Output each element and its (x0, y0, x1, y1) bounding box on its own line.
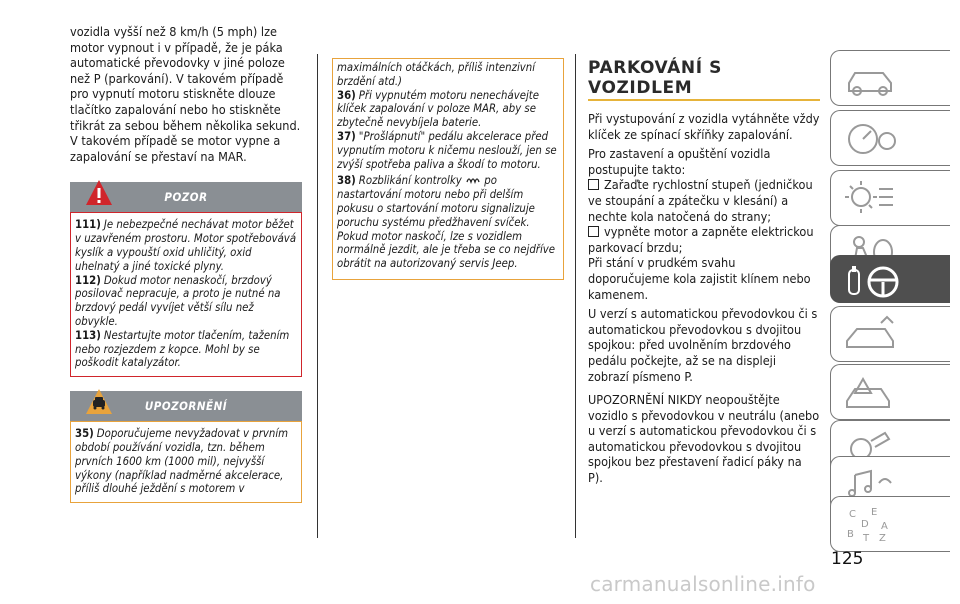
tab-lights[interactable] (830, 170, 950, 226)
body-paragraph: Pro zastavení a opuštění vozidla postupujte takto: (588, 146, 771, 177)
warning-box (70, 212, 302, 377)
tab-index[interactable] (830, 496, 950, 552)
body-paragraph: UPOZORNĚNÍ NIKDY neopouštějte vozidlo s převodovkou v neutrálu (anebo u verzí s automatickou převodovkou či s automatickou převodovkou s dvojitou spojkou bez přestavení řadicí páky na P). (588, 392, 820, 486)
notice-continuation: maximálních otáčkách, příliš intenzivní brzdění atd.) (337, 61, 536, 88)
bullet-item: vypněte motor a zapněte elektrickou parkovací brzdu; (588, 224, 814, 255)
notice-box (70, 421, 302, 503)
svg-text:C: C (849, 509, 856, 520)
bullet-icon (588, 179, 599, 190)
tab-warning-lights[interactable] (830, 306, 950, 362)
emergency-icon (841, 371, 901, 413)
column-left (70, 24, 302, 503)
column-divider (317, 54, 318, 538)
notice-title: UPOZORNĚNÍ (144, 399, 228, 414)
bullet-item: Zařaďte rychlostní stupeň (jedničkou ve stoupání a zpátečku v klesání) a nechte kola natočená do strany; (588, 177, 813, 224)
watermark: carmanualsonline.info (590, 572, 816, 596)
svg-text:B: B (847, 529, 854, 540)
notice-box-continued (332, 58, 564, 280)
lights-icon (841, 177, 901, 219)
svg-text:E: E (871, 507, 878, 518)
bullet-icon (588, 226, 599, 237)
warning-item: 111) Je nebezpečné nechávat motor běžet v uzavřeném prostoru. Motor spotřebovává kyslík a vypouští oxid uhličitý, oxid uhelnatý a jiné toxické plyny. (75, 218, 297, 273)
svg-text:T: T (863, 533, 870, 544)
section-title: PARKOVÁNÍ S VOZIDLEM (588, 58, 723, 98)
warning-header (70, 182, 302, 212)
notice-item: 36) Při vypnutém motoru nenechávejte klíček zapalování v poloze MAR, aby se zbytečně nevybíjela baterie. (337, 88, 540, 130)
driving-steering-icon (841, 262, 911, 302)
body-paragraph: Při stání v prudkém svahu doporučujeme kola zajistit klínem nebo kamenem. (588, 255, 811, 302)
car-overview-icon (841, 57, 901, 99)
tab-emergency[interactable] (830, 364, 950, 420)
page-number: 125 (831, 549, 864, 569)
notice-header (70, 391, 302, 421)
svg-text:D: D (861, 519, 869, 530)
body-paragraph: U verzí s automatickou převodovkou či s automatickou převodovkou s dvojitou spojkou: před uvolněním brzdového pedálu počkejte, až se na displeji zobrazí písmeno P. (588, 306, 818, 384)
svg-text:A: A (881, 521, 888, 532)
column-middle (332, 58, 564, 280)
notice-item: 37) "Prošlápnutí" pedálu akcelerace před vypnutím motoru k ničemu neslouží, jen se zvýší spotřeba paliva a škodí to motoru. (337, 129, 557, 171)
body-paragraph: Při vystupování z vozidla vytáhněte vždy klíček ze spínací skříňky zapalování. (588, 111, 820, 142)
svg-text:Z: Z (879, 533, 886, 544)
body-paragraph: vozidla vyšší než 8 km/h (5 mph) lze motor vypnout i v případě, že je páka automatické převodovky v jiné poloze než P (parkování). V takovém případě pro vypnutí motoru stiskněte dlouze tlačítko zapalování nebo ho stiskněte třikrát za sebou během několika sekund. V takovém případě se motor vypne a zapalování se přestaví na MAR. (70, 24, 301, 164)
warning-item: 113) Nestartujte motor tlačením, tažením nebo rozjezdem z kopce. Mohl by se poškodit katalyzátor. (75, 328, 290, 370)
index-icon (841, 503, 901, 545)
tab-car-overview[interactable] (830, 50, 950, 106)
dashboard-icon (841, 117, 901, 159)
glow-plug-icon (465, 175, 481, 184)
notice-item: 38) Rozblikání kontrolky po nastartování motoru nebo při delším pokusu o startování motoru signalizuje poruchu systému předžhavení svíček. Pokud motor naskočí, lze s vozidlem normálně jezdit, ale je třeba se co nejdříve obrátit na autorizovaný servis Jeep. (337, 174, 556, 271)
tab-dashboard[interactable] (830, 110, 950, 166)
column-divider (575, 54, 576, 538)
column-right (588, 50, 820, 486)
warning-title: POZOR (164, 190, 208, 205)
notice-item: 35) Doporučujeme nevyžadovat v prvním období používání vozidla, tzn. během prvních 1600 km (1000 mil), nejvyšší výkony (například nadměrné akcelerace, příliš dlouhé ježdění s motorem v (75, 427, 289, 496)
tab-driving[interactable] (830, 255, 950, 303)
warning-item: 112) Dokud motor nenaskočí, brzdový posilovač nepracuje, a proto je nutné na brzdový pedál vyvíjet větší sílu než obvykle. (75, 273, 281, 328)
title-underline (588, 99, 820, 101)
warning-lights-icon (841, 313, 901, 355)
